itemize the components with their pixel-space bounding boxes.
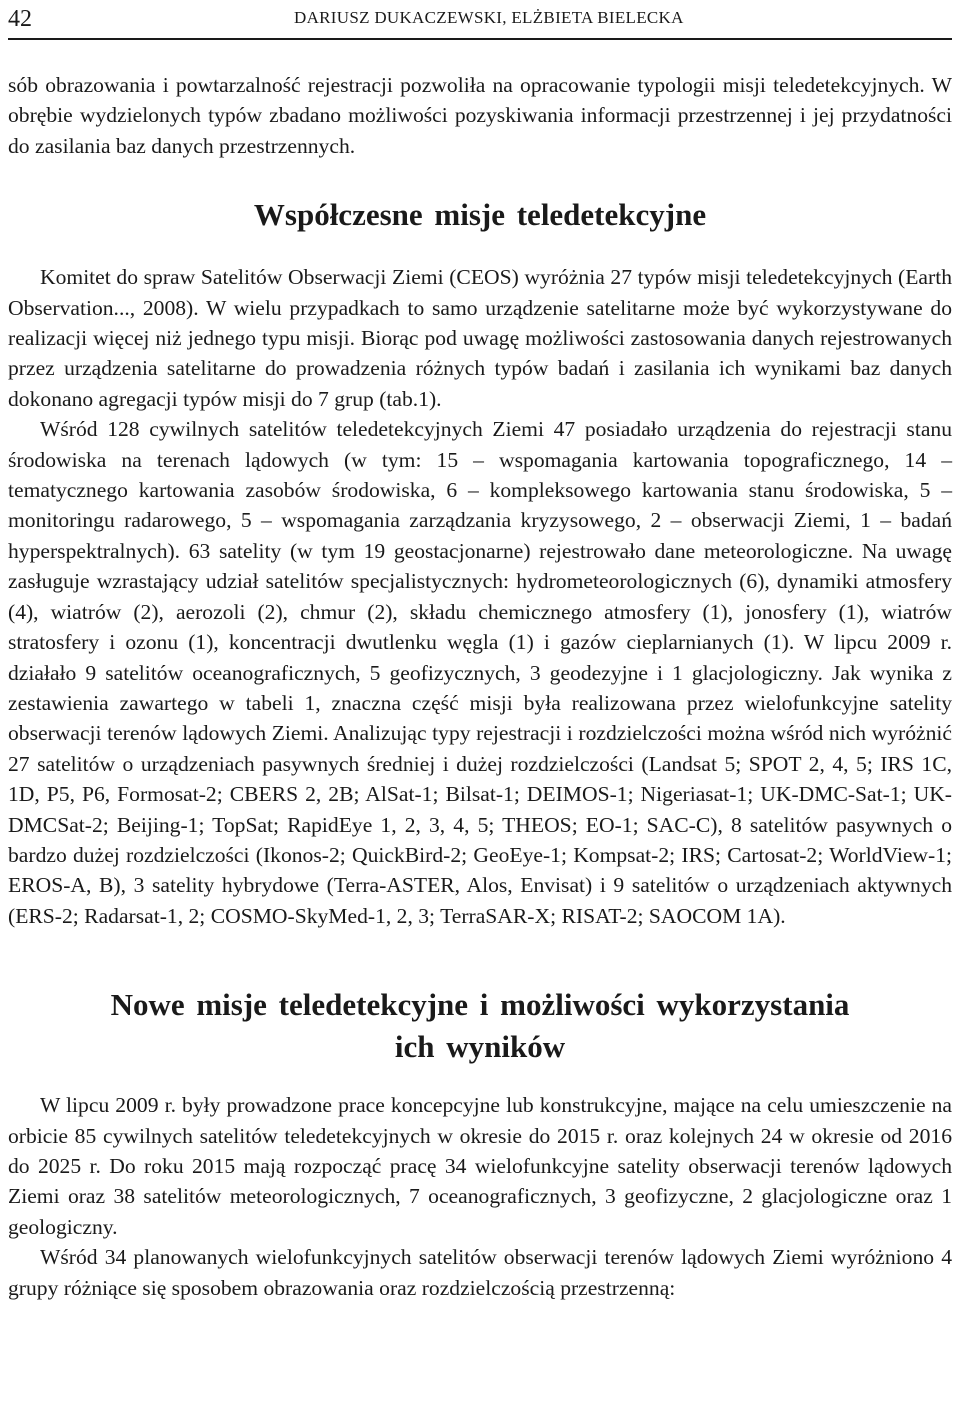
running-title: DARIUSZ DUKACZEWSKI, ELŻBIETA BIELECKA: [294, 8, 684, 27]
intro-paragraph: sób obrazowania i powtarzalność rejestracji pozwoliła na opracowanie typologii misji teledetekcyjnych. W obrębie wydzielonych typów zbadano możliwości pozyskiwania informacji przestrzennej i jej przydatności do zasilania baz danych przestrzennych.: [8, 73, 952, 158]
running-header: [8, 0, 952, 40]
page-number: 42: [8, 6, 32, 32]
section-heading-line-2: ich wyników: [394, 1029, 566, 1065]
paragraph-planned-groups: Wśród 34 planowanych wielofunkcyjnych satelitów obserwacji terenów lądowych Ziemi wyróżniono 4 grupy różniące się sposobem obrazowania oraz rozdzielczością przestrzenną:: [8, 1245, 952, 1300]
paragraph-satellite-statistics: Wśród 128 cywilnych satelitów teledetekcyjnych Ziemi 47 posiadało urządzenia do rejestracji stanu środowiska na terenach lądowych (w tym: 15 – wspomagania kartowania topograficznego, 14 – tematycznego kartowania zasobów środowiska, 6 – kompleksowego kartowania stanu środowiska, 5 – monitoringu radarowego, 5 – wspomagania zarządzania kryzysowego, 2 – obserwacji Ziemi, 1 – badań hyperspektralnych). 63 satelity (w tym 19 geostacjonarne) rejestrowało dane meteorologiczne. Na uwagę zasługuje wzrastający udział satelitów specjalistycznych: hydrometeorologicznych (6), dynamiki atmosfery (4), wiatrów (2), aerozoli (2), chmur (2), składu chemicznego atmosfery (1), jonosfery (1), wiatrów stratosfery i ozonu (1), koncentracji dwutlenku węgla (1) i gazów cieplarnianych (1). W lipcu 2009 r. działało 9 satelitów oceanograficznych, 5 geofizycznych, 3 geodezyjne i 1 glacjologiczny. Jak wynika z zestawienia zawartego w tabeli 1, znaczna część misji była realizowana przez wielofunkcyjne satelity obserwacji terenów lądowych Ziemi. Analizując typy rejestracji i rozdzielczości można wśród nich wyróżnić 27 satelitów o urządzeniach pasywnych średniej i dużej rozdzielczości (Landsat 5; SPOT 2, 4, 5; IRS 1C, 1D, P5, P6, Formosat-2; CBERS 2, 2B; AlSat-1; Bilsat-1; DEIMOS-1; Nigeriasat-1; UK-DMC-Sat-1; UK-DMCSat-2; Beijing-1; TopSat; RapidEye 1, 2, 3, 4, 5; THEOS; EO-1; SAC-C), 8 satelitów pasywnych o bardzo dużej rozdzielczości (Ikonos-2; QuickBird-2; GeoEye-1; Kompsat-2; IRS; Cartosat-2; WorldView-1; EROS-A, B), 3 satelity hybrydowe (Terra-ASTER, Alos, Envisat) i 9 satelitów o urządzeniach aktywnych (ERS-2; Radarsat-1, 2; COSMO-SkyMed-1, 2, 3; TerraSAR-X; RISAT-2; SAOCOM 1A).: [8, 417, 952, 928]
section-heading-new-missions: [8, 984, 952, 1068]
body-text: [8, 70, 952, 1303]
paragraph-planned-missions: W lipcu 2009 r. były prowadzone prace koncepcyjne lub konstrukcyjne, mające na celu umieszczenie na orbicie 85 cywilnych satelitów teledetekcyjnych w okresie do 2015 r. oraz kolejnych 24 w okresie od 2016 do 2025 r. Do roku 2015 mają rozpocząć pracę 34 wielofunkcyjne satelity obserwacji terenów lądowych Ziemi oraz 38 satelitów meteorologicznych, 7 oceanograficznych, 3 geofizyczne, 2 glacjologiczne oraz 1 geologiczny.: [8, 1093, 952, 1239]
section-heading-contemporary-missions: Współczesne misje teledetekcyjne: [253, 197, 707, 233]
section-heading-line-1: Nowe misje teledetekcyjne i możliwości wykorzystania: [110, 987, 850, 1023]
paragraph-ceos-mission-types: Komitet do spraw Satelitów Obserwacji Ziemi (CEOS) wyróżnia 27 typów misji teledetekcyjnych (Earth Observation..., 2008). W wielu przypadkach to samo urządzenie satelitarne może być wykorzystywane do realizacji więcej niż jednego typu misji. Biorąc pod uwagę możliwości zastosowania danych rejestrowanych przez urządzenia satelitarne do prowadzenia różnych typów badań i zasilania ich wynikami baz danych dokonano agregacji typów misji do 7 grup (tab.1).: [8, 265, 952, 411]
